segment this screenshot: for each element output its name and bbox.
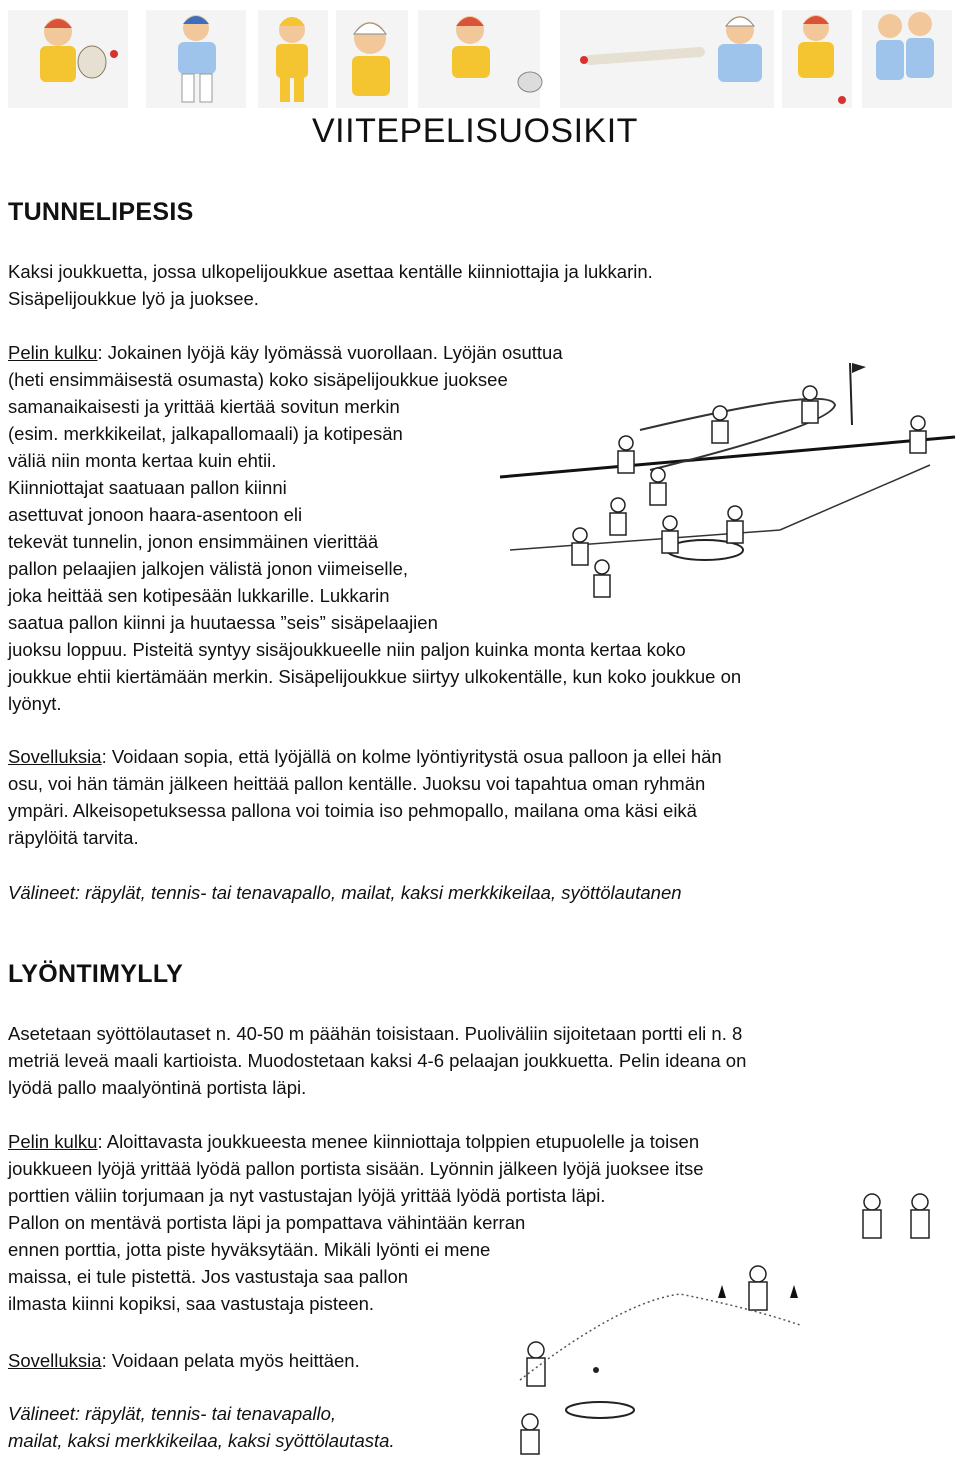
text-line: ilmasta kiinni kopiksi, saa vastustaja pisteen. (8, 1293, 375, 1314)
text-line: joukkue ehtii kiertämään merkin. Sisäpelijoukkue siirtyy ulkokentälle, kun koko joukkue on (8, 666, 742, 687)
player-figure-4 (336, 10, 408, 108)
text-line: metriä leveä maali kartioista. Muodostetaan kaksi 4-6 pelaajan joukkuetta. Pelin ideana on (8, 1050, 747, 1071)
text-line (8, 1347, 360, 1374)
text-line: Pallon on mentävä portista läpi ja pompattava vähintään kerran (8, 1212, 526, 1233)
kulku-label: Pelin kulku (8, 342, 98, 363)
text-line (8, 743, 722, 770)
text-line: räpylöitä tarvita. (8, 827, 139, 848)
tunnelipesis-field-illustration (490, 345, 960, 650)
section1-sovelluksia (8, 743, 722, 851)
field-drawing (500, 1190, 960, 1460)
text-line: Välineet: räpylät, tennis- tai tenavapallo, mailat, kaksi merkkikeilaa, syöttölautanen (8, 882, 682, 903)
text-line: (esim. merkkikeilat, jalkapallomaali) ja kotipesän (8, 423, 403, 444)
text-fragment: : Jokainen lyöjä käy lyömässä vuorollaan. Lyöjän osuttua (97, 342, 563, 363)
sovelluksia-label: Sovelluksia (8, 1350, 102, 1371)
player-figure-7 (782, 10, 852, 108)
text-line: pallon pelaajien jalkojen välistä jonon viimeiselle, (8, 558, 409, 579)
text-fragment: : Aloittavasta joukkueesta menee kiinniottaja tolppien etupuolelle ja toisen (97, 1131, 700, 1152)
text-line: maissa, ei tule pistettä. Jos vastustaja saa pallon (8, 1266, 409, 1287)
section-heading-lyontimylly: LYÖNTIMYLLY (8, 960, 184, 988)
text-line: saatua pallon kiinni ja huutaessa ”seis” sisäpelaajien (8, 612, 438, 633)
sovelluksia-label: Sovelluksia (8, 746, 102, 767)
section1-intro (8, 258, 653, 312)
text-line (8, 1128, 704, 1155)
text-line: Kaksi joukkuetta, jossa ulkopelijoukkue asettaa kentälle kiinniottajia ja lukkarin. (8, 261, 653, 282)
player-figure-2 (146, 10, 246, 108)
text-line: tekevät tunnelin, jonon ensimmäinen vierittää (8, 531, 379, 552)
text-line: joukkueen lyöjä yrittää lyödä pallon portista sisään. Lyönnin jälkeen lyöjä juoksee itse (8, 1158, 704, 1179)
text-line: ennen porttia, jotta piste hyväksytään. Mikäli lyönti ei mene (8, 1239, 491, 1260)
player-figure-1 (8, 10, 128, 108)
text-line: Kiinniottajat saatuaan pallon kiinni (8, 477, 287, 498)
player-figure-3 (258, 10, 328, 108)
text-line: (heti ensimmäisestä osumasta) koko sisäpelijoukkue juoksee (8, 369, 508, 390)
player-figure-5 (418, 10, 542, 108)
text-line: Asetetaan syöttölautaset n. 40-50 m päähän toisistaan. Puoliväliin sijoitetaan portti eli n. 8 (8, 1023, 743, 1044)
players-banner-illustration (0, 0, 960, 110)
text-line: samanaikaisesti ja yrittää kiertää sovitun merkin (8, 396, 400, 417)
section2-valineet (8, 1400, 395, 1454)
text-line: Välineet: räpylät, tennis- tai tenavapallo, (8, 1403, 337, 1424)
page-title: VIITEPELISUOSIKIT (312, 112, 638, 150)
text-line: mailat, kaksi merkkikeilaa, kaksi syöttölautasta. (8, 1430, 395, 1451)
kulku-label: Pelin kulku (8, 1131, 98, 1152)
text-line: ympäri. Alkeisopetuksessa pallona voi toimia iso pehmopallo, mailana oma käsi eikä (8, 800, 697, 821)
field-drawing (490, 345, 960, 650)
text-line: juoksu loppuu. Pisteitä syntyy sisäjoukkueelle niin paljon kuinka monta kertaa koko (8, 639, 686, 660)
player-figure-6 (560, 10, 774, 108)
section-heading-tunnelipesis: TUNNELIPESIS (8, 198, 194, 226)
text-fragment: : Voidaan pelata myös heittäen. (101, 1350, 360, 1371)
players-banner (0, 0, 960, 110)
text-line: osu, voi hän tämän jälkeen heittää pallon kentälle. Juoksu voi tapahtua oman ryhmän (8, 773, 706, 794)
text-line: porttien väliin torjumaan ja nyt vastustajan lyöjä yrittää lyödä portista läpi. (8, 1185, 606, 1206)
text-line: joka heittää sen kotipesään lukkarille. Lukkarin (8, 585, 390, 606)
text-line: asettuvat jonoon haara-asentoon eli (8, 504, 303, 525)
text-line: Sisäpelijoukkue lyö ja juoksee. (8, 288, 259, 309)
section2-sovelluksia (8, 1347, 360, 1374)
section1-valineet (8, 879, 682, 906)
lyontimylly-field-illustration (500, 1190, 960, 1460)
text-fragment: : Voidaan sopia, että lyöjällä on kolme lyöntiyritystä osua palloon ja ellei hän (101, 746, 722, 767)
text-line: väliä niin monta kertaa kuin ehtii. (8, 450, 277, 471)
text-line: lyönyt. (8, 693, 62, 714)
text-line: lyödä pallo maalyöntinä portista läpi. (8, 1077, 307, 1098)
player-figure-8 (862, 10, 952, 108)
section2-intro (8, 1020, 746, 1101)
